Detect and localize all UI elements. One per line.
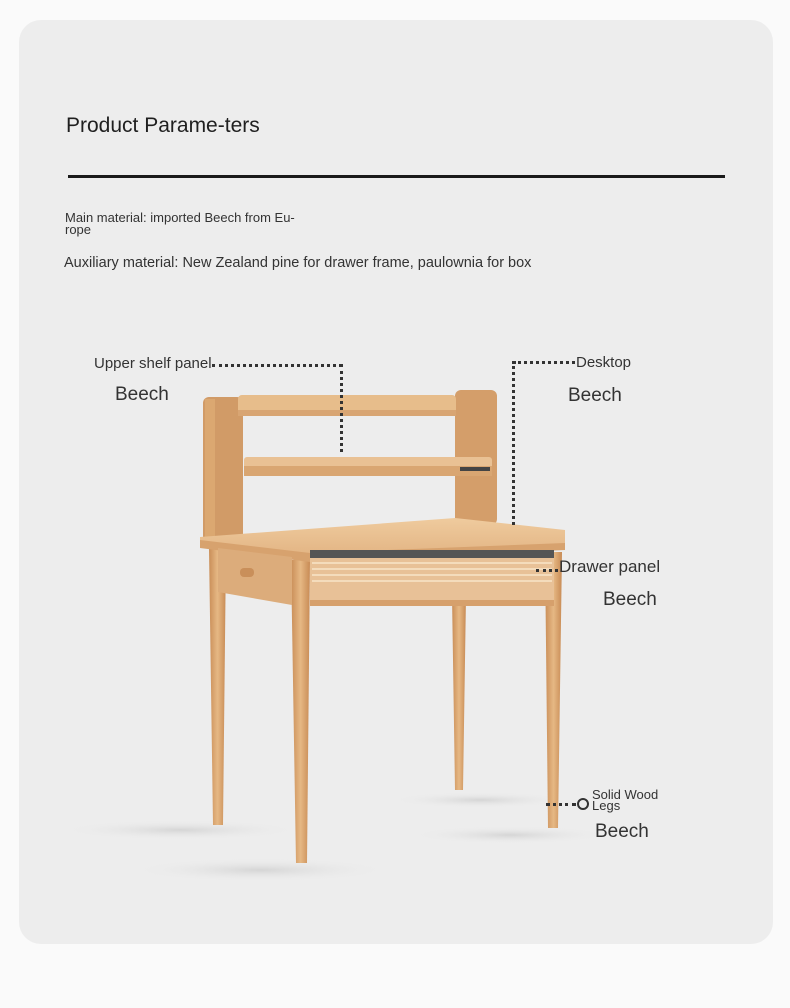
drawer-leader bbox=[536, 569, 558, 572]
desktop-leader-h bbox=[513, 361, 575, 364]
upper-shelf-label: Upper shelf panel bbox=[94, 355, 212, 372]
main-material-text: Main material: imported Beech from Eu-rope bbox=[65, 210, 295, 237]
front-left-leg bbox=[291, 560, 310, 863]
legs-value: Beech bbox=[595, 821, 649, 842]
desktop-label: Desktop bbox=[576, 354, 632, 371]
legs-leader bbox=[546, 803, 576, 806]
auxiliary-material-text: Auxiliary material: New Zealand pine for drawer frame, paulownia for box bbox=[64, 255, 532, 271]
upper-shelf-leader-h bbox=[212, 364, 342, 367]
drawer-label: Drawer panel bbox=[559, 557, 661, 576]
page-title: Product Parame-ters bbox=[66, 114, 260, 137]
upper-shelf-value: Beech bbox=[115, 384, 169, 405]
legs-marker-icon bbox=[577, 798, 589, 810]
legs-label: Solid Wood Legs bbox=[592, 787, 659, 813]
back-right-leg bbox=[452, 595, 466, 790]
desktop-leader-v bbox=[512, 361, 515, 525]
desktop-value: Beech bbox=[568, 385, 622, 406]
upper-shelf-leader-v bbox=[340, 364, 343, 452]
drawer-value: Beech bbox=[603, 589, 657, 610]
